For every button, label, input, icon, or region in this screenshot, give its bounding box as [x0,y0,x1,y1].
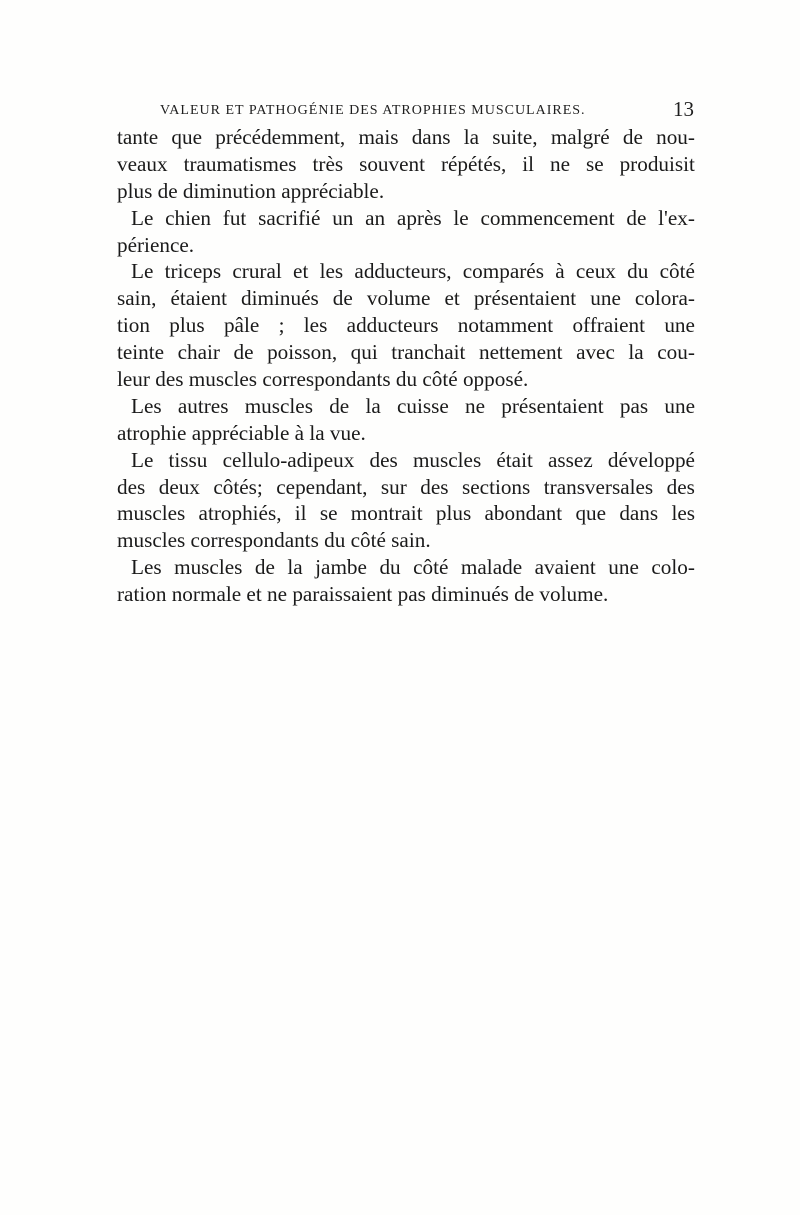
text-line: muscles correspondants du côté sain. [117,528,431,553]
text-line: ration normale et ne paraissaient pas diminués de volume. [117,582,609,607]
text-line: Le chien fut sacrifié un an après le commencement de l'ex- [131,205,695,230]
running-head [118,97,694,125]
text-line: périence. [117,232,195,257]
page-number: 13 [673,97,694,121]
text-line: veaux traumatismes très souvent répétés, il ne se produisit [117,151,695,176]
text-line: plus de diminution appréciable. [117,178,385,203]
text-line: tante que précédemment, mais dans la suite, malgré de nou- [117,125,695,149]
running-title: VALEUR ET PATHOGÉNIE DES ATROPHIES MUSCULAIRES. [160,103,586,118]
text-line: sain, étaient diminués de volume et présentaient une colora- [117,286,695,311]
text-line: teinte chair de poisson, qui tranchait nettement avec la cou- [117,340,695,365]
text-line: leur des muscles correspondants du côté opposé. [117,367,529,392]
text-line: Les muscles de la jambe du côté malade avaient une colo- [131,555,695,580]
text-line: muscles atrophiés, il se montrait plus abondant que dans les [117,501,695,526]
text-line: des deux côtés; cependant, sur des sections transversales des [117,474,695,499]
text-line: Les autres muscles de la cuisse ne présentaient pas une [131,393,695,418]
text-line: Le tissu cellulo-adipeux des muscles était assez développé [131,447,695,472]
text-line: atrophie appréciable à la vue. [117,420,366,445]
text-line: tion plus pâle ; les adducteurs notamment offraient une [117,313,695,338]
body-text [117,124,695,608]
text-line: Le triceps crural et les adducteurs, comparés à ceux du côté [131,259,695,284]
